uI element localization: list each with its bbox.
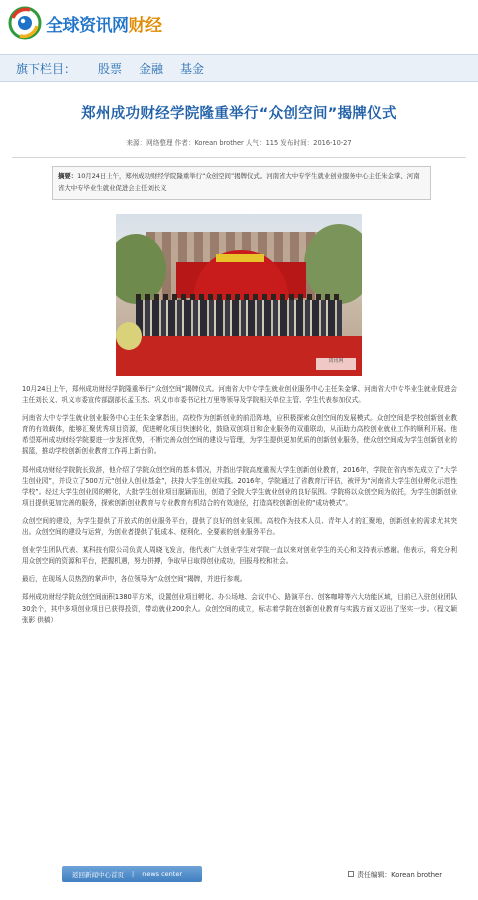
divider [12, 157, 466, 158]
back-to-news-center-button[interactable] [62, 866, 202, 882]
paragraph: 众创空间的建设，为学生提供了开放式的创业服务平台，提供了良好的创业氛围。高校作为技术人员、青年人才的汇聚地，创新创业的需求尤其突出。众创空间的建设与运营，为创业者提供了低成本、便利化、全要素的创业服务平台。 [22, 516, 457, 537]
paragraph: 创业学生团队代表、某科技有限公司负责人周晓飞发言，他代表广大创业学生对学院一直以来对创业学生的关心和支持表示感谢。他表示，将充分利用众创空间的资源和平台，把握机遇，努力拼搏，争取早日取得创业成功，回报母校和社会。 [22, 546, 457, 566]
paragraph: 最后，在现场人员热烈的掌声中，各位领导为“众创空间”揭牌，并进行参观。 [22, 575, 247, 584]
paragraph: 10月24日上午，郑州成功财经学院隆重举行“众创空间”揭牌仪式。河南省大中专学生就业创业服务中心主任朱金掌、河南省大中专毕业生就业促进会主任刘长义、巩义市委宣传部副部长孟玉杰、巩义市市委书记杜万里等领导及学院相关单位主管、学生代表参加仪式。 [22, 385, 457, 405]
nav-link-funds[interactable]: 基金 [180, 61, 205, 76]
photo-flowers [116, 322, 142, 350]
nav-link-finance[interactable]: 金融 [139, 61, 164, 76]
summary-text: 10月24日上午，郑州成功财经学院隆重举行“众创空间”揭牌仪式。河南省大中专学生就业创业服务中心主任朱金掌、河南省大中专毕业生就业促进会主任刘长义 [58, 172, 420, 192]
site-name-main: 全球资讯网 [46, 15, 129, 36]
article-summary [52, 166, 431, 200]
back-label: 返回新闻中心首页 [72, 870, 124, 879]
channel-nav [0, 54, 478, 82]
article-footer [62, 865, 442, 883]
responsible-editor [348, 869, 442, 879]
editor-icon [348, 871, 354, 877]
site-name-channel: 财经 [128, 15, 162, 36]
site-logo-icon[interactable] [8, 6, 42, 40]
paragraph: 河南省大中专学生就业创业服务中心主任朱金掌指出，高校作为创新创业的前沿阵地，应积极探索众创空间的发展模式。众创空间是学校创新创业教育的有效载体，能够汇聚优秀项目资源，促进孵化项目快速转化，鼓励双创项目和企业服务的双重联动，从而助力高校创业就业工作的顺利开展。他希望郑州成功财经学院要进一步发挥优势，不断完善众创空间的建设与管理，为学生提供更加优质的创新创业服务，使众创空间成为学生创新创业的摇篮，推动学校创新创业教育工作再上新台阶。 [22, 414, 457, 456]
article-meta: 来源：网络整理 作者：Korean brother 人气：115 发布时间：2016-10-27 [126, 139, 352, 147]
site-name[interactable] [46, 11, 162, 36]
photo-people [136, 300, 342, 336]
separator: | [132, 870, 135, 878]
summary-label: 摘要： [58, 172, 78, 180]
paragraph: 郑州成功财经学院院长致辞，他介绍了学院众创空间的基本情况，并指出学院高度重视大学生创新创业教育，2016年，学院在省内率先成立了“大学生创业园”，并设立了500万元“创业人创业基金”，扶持大学生创业实践。2016年，学院通过了省教育厅评估，被评为“河南省大学生创业孵化示范性学校”。经过大学生创业园的孵化，大批学生创业项目脱颖而出，创造了全院大学生就业创业的良好氛围。学院将以众创空间为依托，为学生创新创业项目提供更加完善的服务，探索创新创业教育与专业教育有机结合的有效途径，打造高校创新创业的“成功模式”。 [22, 465, 457, 507]
article-photo [116, 214, 362, 376]
photo-banner [216, 254, 264, 262]
nav-link-stocks[interactable]: 股票 [98, 61, 123, 76]
editor-text: 责任编辑：Korean brother [357, 871, 442, 879]
news-center-label: news center [142, 870, 183, 878]
photo-watermark: 资讯网 [316, 358, 356, 370]
paragraph: 郑州成功财经学院众创空间面积1380平方米，设置创业项目孵化、办公场地、会议中心、路演平台、创客咖啡等六大功能区域，目前已入驻创业团队30余个，其中多项创业项目已获得投资，带动就业200余人。众创空间的成立，标志着学院在创新创业教育与实践方面又迈出了坚实一步。（程文颖 张影 供稿） [22, 593, 457, 624]
article [0, 102, 478, 626]
photo-red-carpet [116, 336, 362, 376]
site-header [0, 0, 478, 46]
nav-label: 旗下栏目： [16, 61, 77, 76]
article-title: 郑州成功财经学院隆重举行“众创空间”揭牌仪式 [81, 106, 397, 122]
article-body [12, 384, 466, 626]
